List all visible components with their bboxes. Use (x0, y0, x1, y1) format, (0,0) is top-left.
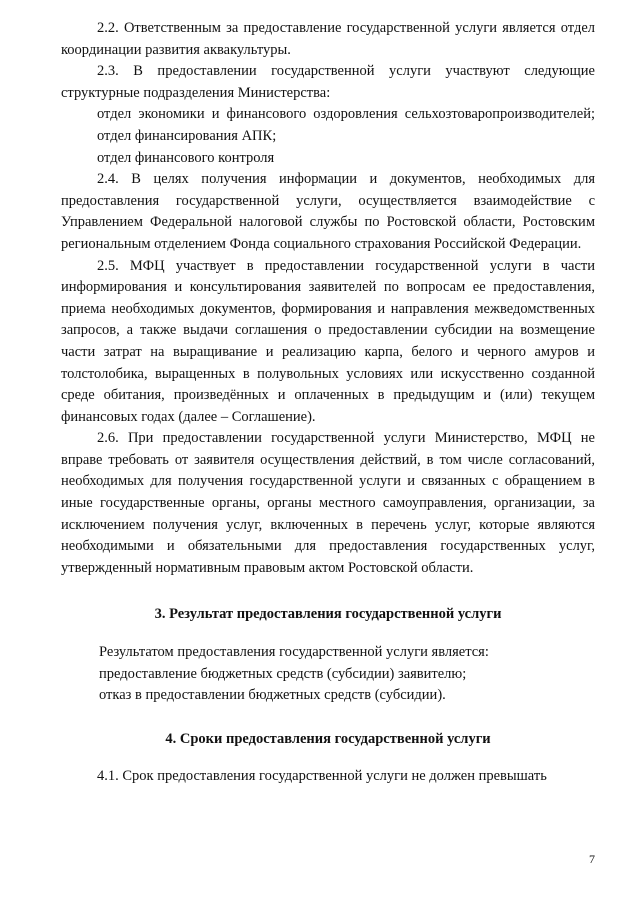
paragraph-2-2: 2.2. Ответственным за предоставление государственной услуги является отдел координации развития аквакультуры. (61, 20, 595, 58)
document-page (61, 18, 595, 788)
paragraph-2-3: 2.3. В предоставлении государственной услуги участвуют следующие структурные подразделения Министерства: (61, 63, 595, 101)
page-number: 7 (589, 852, 595, 866)
section-4-heading: 4. Сроки предоставления государственной услуги (165, 730, 491, 747)
paragraph-2-4: 2.4. В целях получения информации и документов, необходимых для предоставления государственной услуги, осуществляется взаимодействие с Управлением Федеральной налоговой службы по Ростовской области, Ростовским региональным отделением Фонда социального страхования Российской Федерации. (61, 171, 595, 252)
section-3-line-1: Результатом предоставления государственной услуги является: (99, 644, 489, 661)
paragraph-2-3-item-2: отдел финансирования АПК; (97, 127, 277, 144)
section-3-heading: 3. Результат предоставления государственной услуги (154, 606, 502, 623)
paragraph-4-1: 4.1. Срок предоставления государственной услуги не должен превышать (97, 768, 547, 785)
paragraph-2-5: 2.5. МФЦ участвует в предоставлении государственной услуги в части информирования и консультирования заявителей по вопросам ее предоставления, приема необходимых документов, формирования и направления межведомственных запросов, а также выдачи соглашения о предоставлении субсидии на возмещение части затрат на выращивание и реализацию карпа, белого и черного амуров и толстолобика, выращенных в полувольных условиях или искусственно созданной среде обитания, произведённых и оплаченных в предыдущим и (или) текущем финансовых годах (далее – Соглашение). (61, 257, 595, 425)
section-3-line-3: отказ в предоставлении бюджетных средств (субсидии). (99, 687, 446, 704)
paragraph-2-6: 2.6. При предоставлении государственной услуги Министерство, МФЦ не вправе требовать от заявителя осуществления действий, в том числе согласований, необходимых для получения государственной услуги и связанных с обращением в иные государственные органы, органы местного самоуправления, организации, за исключением получения услуг, включенных в перечень услуг, которые являются необходимыми и обязательными для предоставления государственных услуг, утвержденный нормативным правовым актом Ростовской области. (61, 430, 595, 576)
section-3-result-list (99, 642, 595, 707)
paragraph-2-3-item-1: отдел экономики и финансового оздоровления сельхозтоваропроизводителей; (97, 106, 595, 123)
paragraph-2-3-item-3: отдел финансового контроля (97, 149, 275, 166)
section-3-line-2: предоставление бюджетных средств (субсидии) заявителю; (99, 665, 467, 682)
